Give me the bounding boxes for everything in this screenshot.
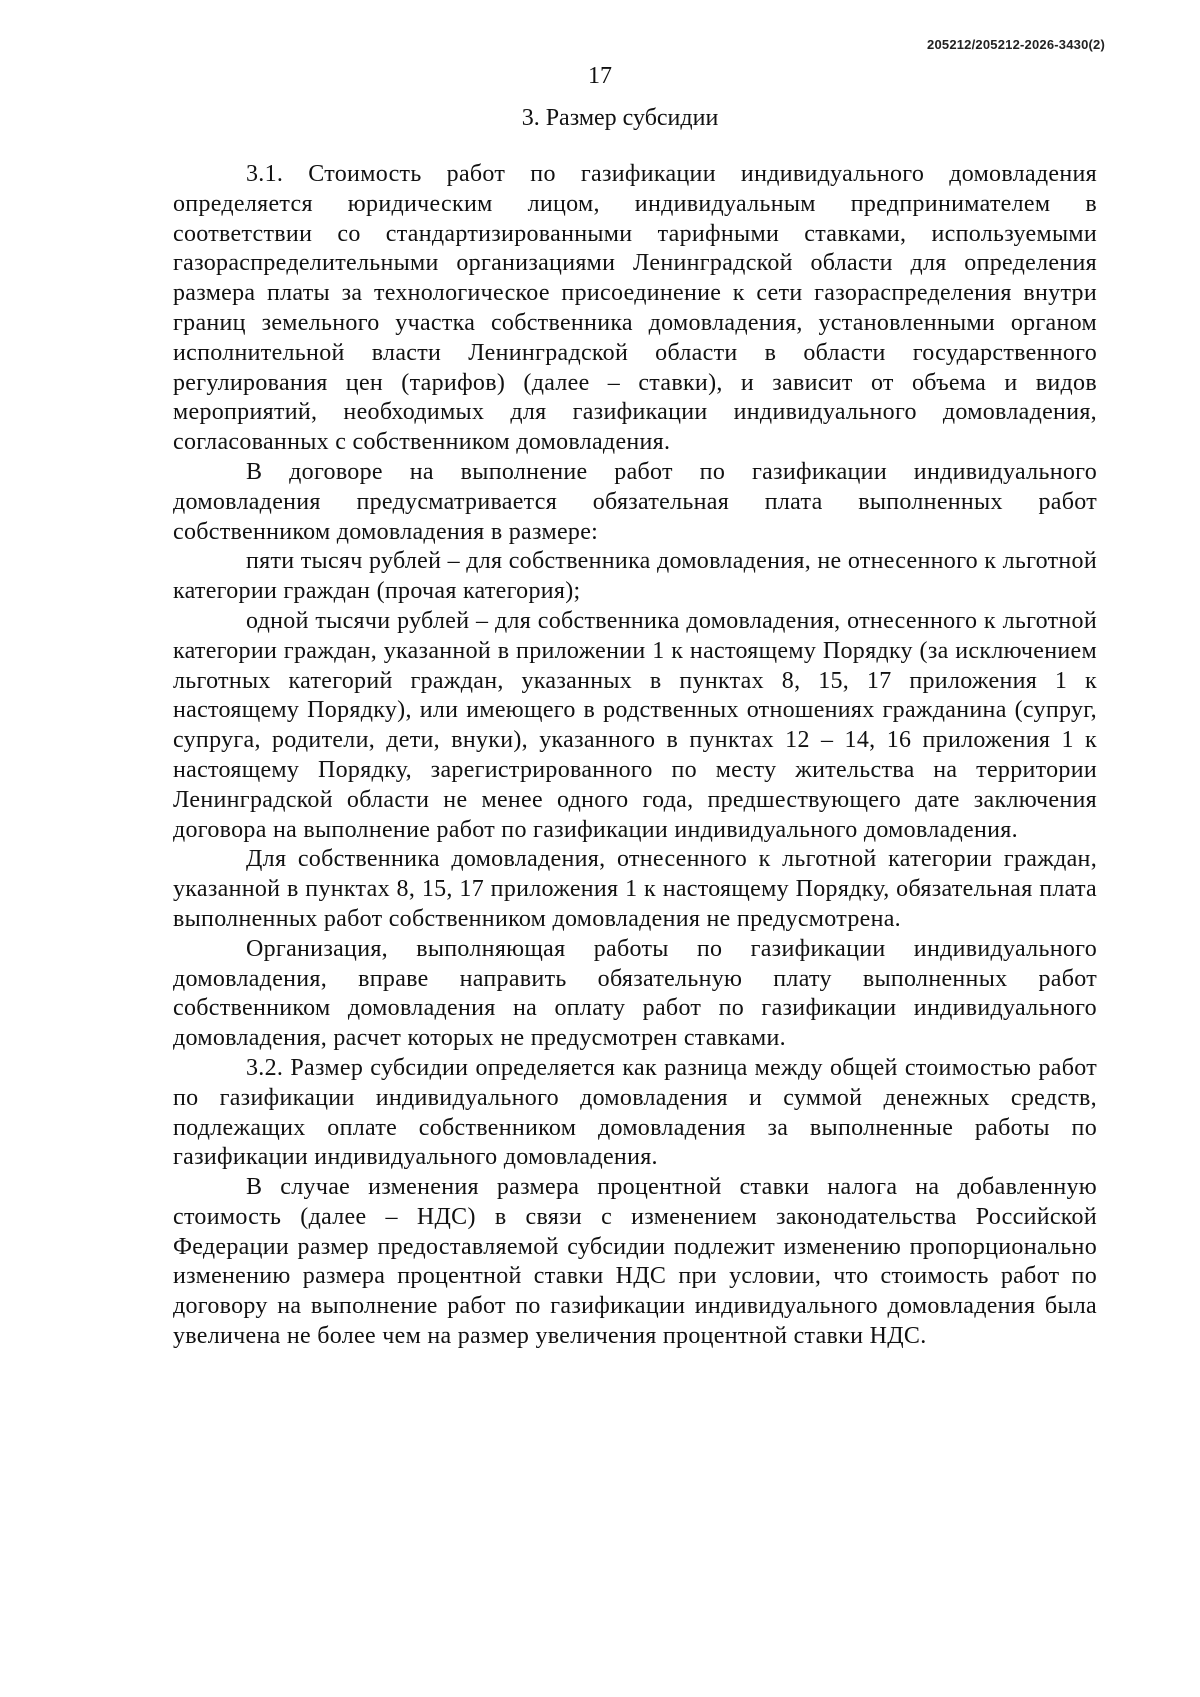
paragraph-five-thousand: пяти тысяч рублей – для собственника домовладения, не отнесенного к льготной категории граждан (прочая категория); [173, 548, 1097, 605]
paragraph-contract-payment: В договоре на выполнение работ по газификации индивидуального домовладения предусматривается обязательная плата выполненных работ собственником домовладения в размере: [173, 458, 1097, 545]
paragraph-organization: Организация, выполняющая работы по газификации индивидуального домовладения, вправе направить обязательную плату выполненных работ собственником домовладения на оплату работ по газификации индивидуального домовладения, расчет которых не предусмотрен ставками. [173, 935, 1097, 1052]
paragraph-no-payment: Для собственника домовладения, отнесенного к льготной категории граждан, указанной в пунктах 8, 15, 17 приложения 1 к настоящему Порядку, обязательная плата выполненных работ собственником домовладения не предусмотрена. [173, 846, 1097, 932]
paragraph-vat: В случае изменения размера процентной ставки налога на добавленную стоимость (далее – НДС) в связи с изменением законодательства Российской Федерации размер предоставляемой субсидии подлежит изменению пропорционально изменению размера процентной ставки НДС при условии, что стоимость работ по договору на выполнение работ по газификации индивидуального домовладения была увеличена не более чем на размер увеличения процентной ставки НДС. [173, 1174, 1097, 1350]
paragraph-3-2: 3.2. Размер субсидии определяется как разница между общей стоимостью работ по газификации индивидуального домовладения и суммой денежных средств, подлежащих оплате собственником домовладения за выполненные работы по газификации индивидуального домовладения. [173, 1054, 1097, 1171]
page-number: 17 [588, 63, 612, 89]
section-title: 3. Размер субсидии [521, 105, 719, 131]
paragraph-3-1: 3.1. Стоимость работ по газификации индивидуального домовладения определяется юридическим лицом, индивидуальным предпринимателем в соответствии со стандартизированными тарифными ставками, используемыми газораспределительными организациями Ленинградской области для определения размера платы за технологическое присоединение к сети газораспределения внутри границ земельного участка собственника домовладения, установленными органом исполнительной власти Ленинградской области в области государственного регулирования цен (тарифов) (далее – ставки), и зависит от объема и видов мероприятий, необходимых для газификации индивидуального домовладения, согласованных с собственником домовладения. [173, 161, 1097, 456]
document-body [173, 160, 1097, 1352]
document-id: 205212/205212-2026-3430(2) [927, 37, 1105, 52]
paragraph-one-thousand: одной тысячи рублей – для собственника домовладения, отнесенного к льготной категории граждан, указанной в приложении 1 к настоящему Порядку (за исключением льготных категорий граждан, указанных в пунктах 8, 15, 17 приложения 1 к настоящему Порядку), или имеющего в родственных отношениях гражданина (супруг, супруга, родители, дети, внуки), указанного в пунктах 12 – 14, 16 приложения 1 к настоящему Порядку, зарегистрированного по месту жительства на территории Ленинградской области не менее одного года, предшествующего дате заключения договора на выполнение работ по газификации индивидуального домовладения. [173, 607, 1097, 843]
